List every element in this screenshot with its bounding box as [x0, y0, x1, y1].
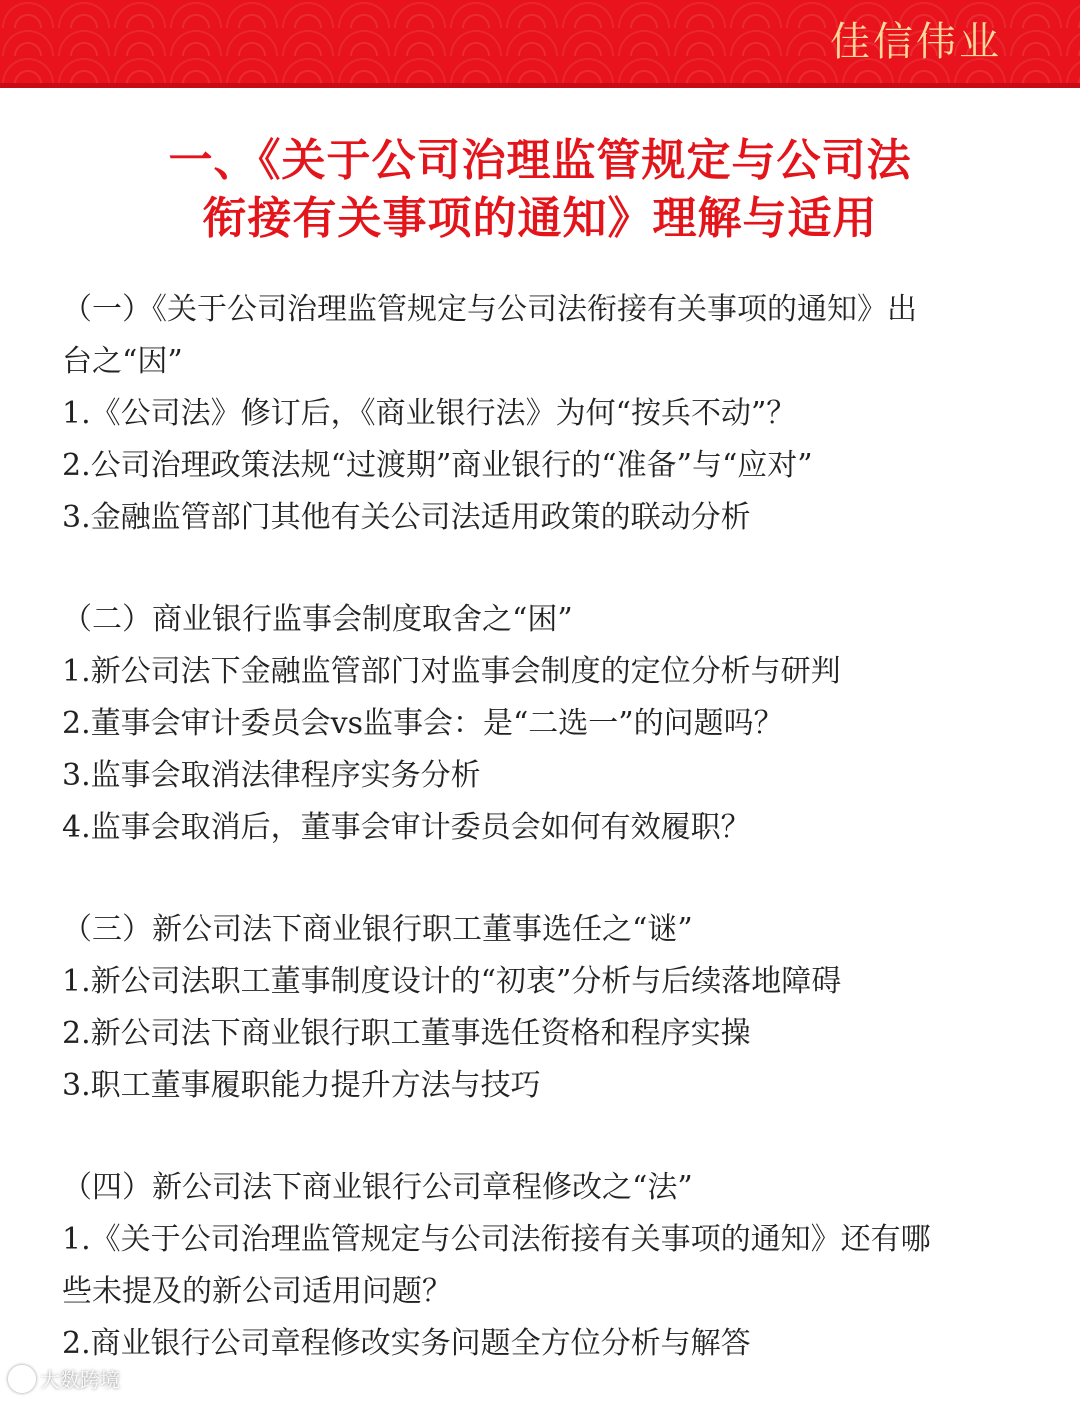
list-item: 1.新公司法职工董事制度设计的“初衷”分析与后续落地障碍 [62, 964, 842, 999]
page-title-line-2: 衔接有关事项的通知》理解与适用 [202, 193, 878, 244]
list-item: 2.公司治理政策法规“过渡期”商业银行的“准备”与“应对” [62, 448, 813, 483]
section-heading: （三）新公司法下商业银行职工董事选任之“谜” [62, 912, 693, 947]
list-item: 3.金融监管部门其他有关公司法适用政策的联动分析 [62, 500, 751, 535]
list-item: 2.董事会审计委员会vs监事会：是“二选一”的问题吗？ [62, 706, 784, 741]
list-item: 3.职工董事履职能力提升方法与技巧 [62, 1068, 541, 1103]
list-item: 1.新公司法下金融监管部门对监事会制度的定位分析与研判 [62, 654, 841, 689]
page-title [0, 132, 1080, 248]
section-heading: （二）商业银行监事会制度取舍之“困” [62, 602, 573, 637]
watermark [8, 1364, 120, 1393]
watermark-text: 大数跨境 [40, 1368, 120, 1392]
list-item-continued: 些未提及的新公司适用问题？ [62, 1274, 452, 1309]
list-item: 2.商业银行公司章程修改实务问题全方位分析与解答 [62, 1326, 751, 1361]
list-item: 1.《关于公司治理监管规定与公司法衔接有关事项的通知》还有哪 [62, 1222, 931, 1257]
list-item: 3.监事会取消法律程序实务分析 [62, 758, 481, 793]
list-item: 4.监事会取消后，董事会审计委员会如何有效履职？ [62, 810, 751, 845]
section-heading: （四）新公司法下商业银行公司章程修改之“法” [62, 1170, 693, 1205]
section-heading: （一）《关于公司治理监管规定与公司法衔接有关事项的通知》出 [62, 292, 917, 327]
section-4 [62, 1162, 1022, 1370]
list-item: 2.新公司法下商业银行职工董事选任资格和程序实操 [62, 1016, 751, 1051]
section-1 [62, 284, 1022, 544]
list-item: 1.《公司法》修订后，《商业银行法》为何“按兵不动”？ [62, 396, 797, 431]
watermark-logo-icon [8, 1365, 36, 1393]
outline-content [62, 284, 1022, 1420]
section-3 [62, 904, 1022, 1112]
page-title-line-1: 一、《关于公司治理监管规定与公司法 [168, 135, 912, 186]
header-band [0, 0, 1080, 88]
brand-name: 佳信伟业 [830, 19, 1002, 65]
section-2 [62, 594, 1022, 854]
section-heading-continued: 台之“因” [62, 344, 183, 379]
